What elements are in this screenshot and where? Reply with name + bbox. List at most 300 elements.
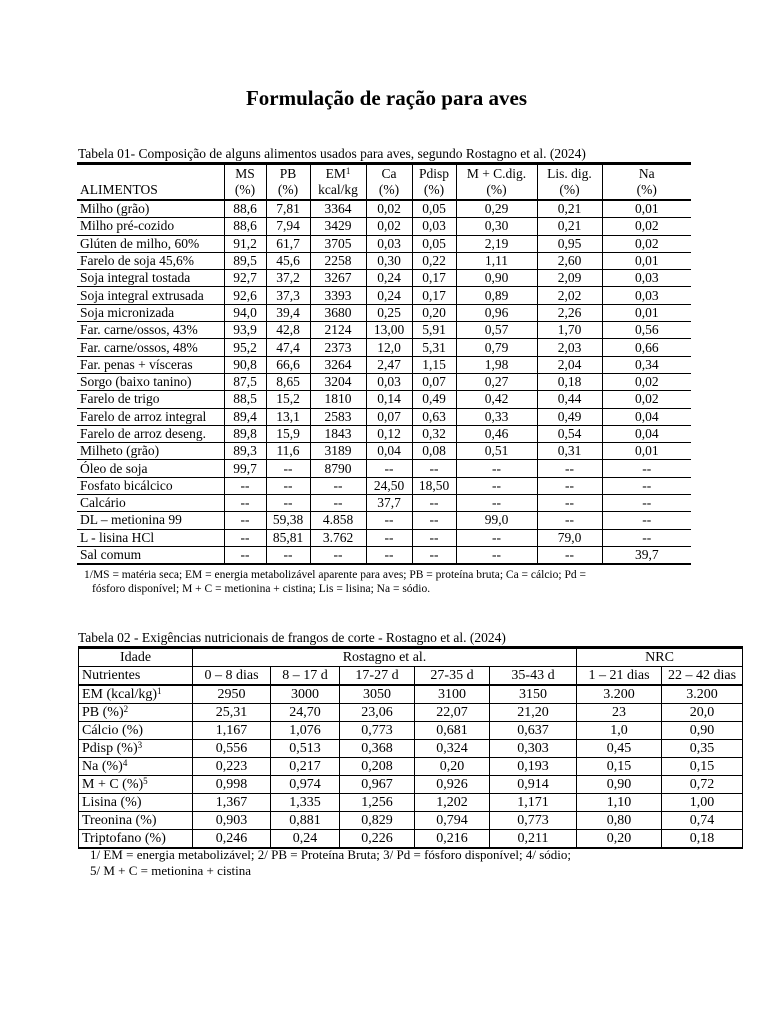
table1-cell: 0,95 xyxy=(537,235,602,252)
table1-cell: 39,4 xyxy=(266,304,310,321)
table1-food-name: Soja integral extrusada xyxy=(77,287,224,304)
table2-header-nutrientes: Nutrientes xyxy=(79,667,193,686)
table1-col-header xyxy=(412,164,456,201)
table2-cell: 1,076 xyxy=(271,722,340,740)
table2-cell: 0,18 xyxy=(662,830,743,849)
table1-cell: 7,81 xyxy=(266,200,310,218)
table1-cell: 1843 xyxy=(310,425,366,442)
table1-cell: -- xyxy=(456,546,537,564)
footnote-marker: 1 xyxy=(345,166,351,176)
table2-period-header: 8 – 17 d xyxy=(271,667,340,686)
table1-cell: 0,02 xyxy=(602,391,691,408)
table-row xyxy=(79,685,743,704)
table1-food-name: L - lisina HCl xyxy=(77,529,224,546)
table2-cell: 1,202 xyxy=(415,794,490,812)
table2-cell: 0,217 xyxy=(271,758,340,776)
table2-requirements xyxy=(78,646,743,849)
table1-cell: 0,05 xyxy=(412,200,456,218)
table1-footnote-line1: 1/MS = matéria seca; EM = energia metabolizável aparente para aves; PB = proteína bruta; Ca = cálcio; Pd = xyxy=(84,569,586,581)
table2-cell: 23,06 xyxy=(340,704,415,722)
table2-cell: 0,15 xyxy=(662,758,743,776)
table1-cell: 0,30 xyxy=(456,218,537,235)
table2-cell: 0,72 xyxy=(662,776,743,794)
table1-food-name: Sal comum xyxy=(77,546,224,564)
table1-cell: -- xyxy=(456,460,537,477)
table1-food-name: Milho (grão) xyxy=(77,200,224,218)
table1-cell: 0,14 xyxy=(366,391,412,408)
table2-nutrient-label: Cálcio (%) xyxy=(82,722,144,738)
table2-cell: 0,45 xyxy=(577,740,662,758)
table1-cell: -- xyxy=(412,512,456,529)
table1-cell: 85,81 xyxy=(266,529,310,546)
table1-col-header-line2: (%) xyxy=(378,182,400,197)
table1-cell: -- xyxy=(224,529,266,546)
table2-nutrient-name xyxy=(79,758,193,776)
table2-cell: 0,881 xyxy=(271,812,340,830)
table1-cell: 3705 xyxy=(310,235,366,252)
table-row xyxy=(79,704,743,722)
table1-food-name: Milheto (grão) xyxy=(77,443,224,460)
table1-cell: 3204 xyxy=(310,373,366,390)
table2-cell: 0,368 xyxy=(340,740,415,758)
table1-cell: -- xyxy=(456,495,537,512)
table1-cell: -- xyxy=(310,546,366,564)
table2-nutrient-label: Na (%) xyxy=(82,758,123,774)
table1-cell: 0,51 xyxy=(456,443,537,460)
table1-cell: 2583 xyxy=(310,408,366,425)
table1-col-header-line1: EM xyxy=(325,166,346,181)
table1-cell: 2,47 xyxy=(366,356,412,373)
table2-period-header: 35-43 d xyxy=(490,667,577,686)
table2-nutrient-label: Pdisp (%) xyxy=(82,740,138,756)
table1-cell: 0,07 xyxy=(412,373,456,390)
table1-cell: 0,22 xyxy=(412,252,456,269)
table1-cell: 47,4 xyxy=(266,339,310,356)
table1-cell: 0,02 xyxy=(602,373,691,390)
table1-food-name: Sorgo (baixo tanino) xyxy=(77,373,224,390)
table2-cell: 3150 xyxy=(490,685,577,704)
table-row xyxy=(77,443,691,460)
table1-cell: 0,05 xyxy=(412,235,456,252)
table1-food-name: Far. carne/ossos, 43% xyxy=(77,322,224,339)
table1-food-name: Soja integral tostada xyxy=(77,270,224,287)
table1-cell: 3364 xyxy=(310,200,366,218)
table1-col-header xyxy=(310,164,366,201)
table1-food-name: Milho pré-cozido xyxy=(77,218,224,235)
table1-cell: 0,49 xyxy=(412,391,456,408)
table-row xyxy=(77,218,691,235)
table1-cell: 89,3 xyxy=(224,443,266,460)
table2-header-nrc: NRC xyxy=(577,648,743,667)
table2-cell: 1,10 xyxy=(577,794,662,812)
table1-row-header: ALIMENTOS xyxy=(80,182,158,197)
table1-cell: 0,21 xyxy=(537,218,602,235)
table1-cell: -- xyxy=(412,495,456,512)
table1-cell: 37,7 xyxy=(366,495,412,512)
table-row xyxy=(77,235,691,252)
table-row xyxy=(79,812,743,830)
table1-col-header xyxy=(456,164,537,201)
table1-cell: 0,24 xyxy=(366,270,412,287)
table1-cell: 66,6 xyxy=(266,356,310,373)
table1-cell: -- xyxy=(224,512,266,529)
table2-nutrient-name xyxy=(79,776,193,794)
table1-cell: 0,66 xyxy=(602,339,691,356)
table1-col-header-line2: (%) xyxy=(234,182,256,197)
table1-food-name: Soja micronizada xyxy=(77,304,224,321)
table1-cell: 3680 xyxy=(310,304,366,321)
table1-cell: 94,0 xyxy=(224,304,266,321)
table2-nutrient-name xyxy=(79,704,193,722)
table-row xyxy=(77,322,691,339)
table2-cell: 0,24 xyxy=(271,830,340,849)
table2-cell: 0,967 xyxy=(340,776,415,794)
table-row xyxy=(77,373,691,390)
table1-cell: -- xyxy=(310,495,366,512)
table1-cell: 42,8 xyxy=(266,322,310,339)
table-row xyxy=(77,287,691,304)
table2-cell: 0,223 xyxy=(193,758,271,776)
table1-col-header-line1: Lis. dig. xyxy=(547,166,592,181)
table1-cell: 0,04 xyxy=(602,425,691,442)
table2-cell: 0,303 xyxy=(490,740,577,758)
table1-cell: 0,03 xyxy=(602,270,691,287)
table1-col-header xyxy=(266,164,310,201)
table2-group-header-row xyxy=(79,648,743,667)
table1-food-name: Calcário xyxy=(77,495,224,512)
table2-cell: 1,00 xyxy=(662,794,743,812)
table1-cell: 0,33 xyxy=(456,408,537,425)
table1-header-row xyxy=(77,164,691,201)
table2-caption: Tabela 02 - Exigências nutricionais de frangos de corte - Rostagno et al. (2024) xyxy=(78,630,506,645)
table2-cell: 0,208 xyxy=(340,758,415,776)
table2-period-header: 0 – 8 dias xyxy=(193,667,271,686)
footnote-marker: 4 xyxy=(122,757,128,768)
table1-cell: 3429 xyxy=(310,218,366,235)
table1-cell: 0,63 xyxy=(412,408,456,425)
table2-cell: 3.200 xyxy=(662,685,743,704)
table2-cell: 0,90 xyxy=(577,776,662,794)
table2-cell: 0,80 xyxy=(577,812,662,830)
table1-cell: 0,03 xyxy=(602,287,691,304)
table1-cell: 0,18 xyxy=(537,373,602,390)
table2-cell: 1,335 xyxy=(271,794,340,812)
table1-cell: 99,0 xyxy=(456,512,537,529)
table1-footnote xyxy=(84,568,684,596)
table1-cell: 8790 xyxy=(310,460,366,477)
table1-cell: 3264 xyxy=(310,356,366,373)
table1-cell: 0,01 xyxy=(602,304,691,321)
table1-cell: -- xyxy=(412,529,456,546)
table-row xyxy=(77,252,691,269)
table-row xyxy=(79,758,743,776)
table1-cell: 0,49 xyxy=(537,408,602,425)
table1-cell: 89,8 xyxy=(224,425,266,442)
table2-footnote xyxy=(90,847,730,879)
table2-footnote-line1: 1/ EM = energia metabolizável; 2/ PB = Proteína Bruta; 3/ Pd = fósforo disponível; 4/ sódio; xyxy=(90,847,572,862)
table1-col-header-line2: (%) xyxy=(277,182,299,197)
table2-cell: 0,324 xyxy=(415,740,490,758)
table1-cell: 2373 xyxy=(310,339,366,356)
table2-cell: 24,70 xyxy=(271,704,340,722)
table-row xyxy=(77,495,691,512)
table2-cell: 0,513 xyxy=(271,740,340,758)
table1-cell: 0,02 xyxy=(366,200,412,218)
table1-cell: 0,04 xyxy=(366,443,412,460)
table1-cell: -- xyxy=(456,477,537,494)
table-row xyxy=(79,776,743,794)
page-title: Formulação de ração para aves xyxy=(245,86,528,110)
table2-cell: 0,773 xyxy=(340,722,415,740)
table-row xyxy=(77,391,691,408)
table1-cell: 5,31 xyxy=(412,339,456,356)
table1-cell: 91,2 xyxy=(224,235,266,252)
table1-cell: 37,3 xyxy=(266,287,310,304)
table1-cell: -- xyxy=(366,460,412,477)
table1-cell: 1810 xyxy=(310,391,366,408)
table1-cell: 2,03 xyxy=(537,339,602,356)
table1-food-name: DL – metionina 99 xyxy=(77,512,224,529)
table1-cell: 0,27 xyxy=(456,373,537,390)
table1-cell: -- xyxy=(537,512,602,529)
footnote-marker: 1 xyxy=(157,685,162,696)
table1-col-header-line1: Ca xyxy=(381,166,397,181)
table1-cell: 0,42 xyxy=(456,391,537,408)
table1-cell: -- xyxy=(366,529,412,546)
table1-cell: 0,07 xyxy=(366,408,412,425)
table1-cell: 89,5 xyxy=(224,252,266,269)
table1-cell: -- xyxy=(602,512,691,529)
table1-food-name: Glúten de milho, 60% xyxy=(77,235,224,252)
table2-cell: 0,974 xyxy=(271,776,340,794)
table2-footnote-line2: 5/ M + C = metionina + cistina xyxy=(90,863,252,878)
table2-cell: 0,211 xyxy=(490,830,577,849)
table1-cell: 2,02 xyxy=(537,287,602,304)
table1-food-name: Óleo de soja xyxy=(77,460,224,477)
table2-cell: 0,903 xyxy=(193,812,271,830)
table2-nutrient-name xyxy=(79,812,193,830)
table-row xyxy=(77,546,691,564)
table1-cell: -- xyxy=(537,546,602,564)
table1-cell: 24,50 xyxy=(366,477,412,494)
table1-cell: 2,09 xyxy=(537,270,602,287)
table1-food-name: Farelo de soja 45,6% xyxy=(77,252,224,269)
table2-header-idade: Idade xyxy=(79,648,193,667)
table2-period-header: 17-27 d xyxy=(340,667,415,686)
table-row xyxy=(77,512,691,529)
table2-cell: 0,74 xyxy=(662,812,743,830)
table1-col-header-line2: (%) xyxy=(636,182,657,197)
table1-cell: 0,79 xyxy=(456,339,537,356)
table2-cell: 20,0 xyxy=(662,704,743,722)
table1-cell: 1,15 xyxy=(412,356,456,373)
footnote-marker: 5 xyxy=(143,775,148,786)
table-row xyxy=(77,339,691,356)
table2-cell: 3050 xyxy=(340,685,415,704)
table2-cell: 0,193 xyxy=(490,758,577,776)
table1-cell: 1,11 xyxy=(456,252,537,269)
table1-cell: 99,7 xyxy=(224,460,266,477)
table-row xyxy=(79,740,743,758)
table2-cell: 25,31 xyxy=(193,704,271,722)
table1-col-header-line2: (%) xyxy=(486,182,507,197)
table1-cell: 2,04 xyxy=(537,356,602,373)
table2-cell: 0,794 xyxy=(415,812,490,830)
table1-cell: 2124 xyxy=(310,322,366,339)
table2-nutrient-name xyxy=(79,740,193,758)
table2-cell: 0,226 xyxy=(340,830,415,849)
table1-cell: 0,03 xyxy=(366,373,412,390)
table2-cell: 2950 xyxy=(193,685,271,704)
table1-cell: 88,6 xyxy=(224,200,266,218)
table1-cell: 0,46 xyxy=(456,425,537,442)
table1-cell: 0,02 xyxy=(602,235,691,252)
table1-cell: 89,4 xyxy=(224,408,266,425)
table1-cell: 87,5 xyxy=(224,373,266,390)
table1-cell: -- xyxy=(224,546,266,564)
table1-cell: -- xyxy=(366,546,412,564)
table1-col-header-line1: Pdisp xyxy=(418,166,449,181)
table2-cell: 0,914 xyxy=(490,776,577,794)
table-row xyxy=(77,356,691,373)
table2-cell: 0,926 xyxy=(415,776,490,794)
table1-cell: -- xyxy=(266,477,310,494)
table-row xyxy=(77,408,691,425)
table2-cell: 0,216 xyxy=(415,830,490,849)
table1-food-name: Farelo de trigo xyxy=(77,391,224,408)
table-row xyxy=(79,830,743,849)
table1-cell: 0,21 xyxy=(537,200,602,218)
footnote-marker: 3 xyxy=(137,739,143,750)
table1-col-header-line1: MS xyxy=(235,166,255,181)
table-row xyxy=(77,270,691,287)
table1-cell: 0,01 xyxy=(602,200,691,218)
table1-cell: 0,03 xyxy=(412,218,456,235)
table2-cell: 0,15 xyxy=(577,758,662,776)
table1-cell: 39,7 xyxy=(602,546,691,564)
table2-nutrient-label: Lisina (%) xyxy=(82,794,142,810)
table1-cell: 0,24 xyxy=(366,287,412,304)
table1-cell: 79,0 xyxy=(537,529,602,546)
table1-cell: -- xyxy=(224,495,266,512)
table-row xyxy=(77,529,691,546)
table1-footnote-line2: fósforo disponível; M + C = metionina + cistina; Lis = lisina; Na = sódio. xyxy=(92,583,431,595)
table1-col-header-line2: (%) xyxy=(559,182,580,197)
table2-cell: 3100 xyxy=(415,685,490,704)
table2-cell: 0,246 xyxy=(193,830,271,849)
table1-cell: 3393 xyxy=(310,287,366,304)
table1-col-header-line2: (%) xyxy=(423,182,445,197)
table1-cell: 61,7 xyxy=(266,235,310,252)
table1-cell: 0,17 xyxy=(412,270,456,287)
table1-cell: -- xyxy=(412,546,456,564)
table1-cell: 0,12 xyxy=(366,425,412,442)
table1-cell: 15,9 xyxy=(266,425,310,442)
table1-cell: 0,03 xyxy=(366,235,412,252)
table2-cell: 0,829 xyxy=(340,812,415,830)
table1-cell: 0,08 xyxy=(412,443,456,460)
table-row xyxy=(79,722,743,740)
table1-cell: 59,38 xyxy=(266,512,310,529)
table1-cell: 90,8 xyxy=(224,356,266,373)
table1-cell: -- xyxy=(266,546,310,564)
table2-cell: 0,773 xyxy=(490,812,577,830)
table2-nutrient-name xyxy=(79,830,193,849)
table1-cell: 88,5 xyxy=(224,391,266,408)
table1-col-header xyxy=(602,164,691,201)
table1-cell: 0,34 xyxy=(602,356,691,373)
table1-cell: 4.858 xyxy=(310,512,366,529)
table1-cell: 5,91 xyxy=(412,322,456,339)
table1-composition xyxy=(77,162,691,565)
table1-cell: 3267 xyxy=(310,270,366,287)
table2-cell: 0,998 xyxy=(193,776,271,794)
table2-cell: 0,20 xyxy=(415,758,490,776)
table1-cell: 3.762 xyxy=(310,529,366,546)
table1-cell: -- xyxy=(537,495,602,512)
table2-nutrient-label: PB (%) xyxy=(82,704,124,720)
table1-cell: -- xyxy=(266,495,310,512)
table1-cell: 11,6 xyxy=(266,443,310,460)
table2-cell: 22,07 xyxy=(415,704,490,722)
table-row xyxy=(77,477,691,494)
table2-cell: 1,167 xyxy=(193,722,271,740)
table1-cell: 13,1 xyxy=(266,408,310,425)
table1-food-name: Farelo de arroz integral xyxy=(77,408,224,425)
table1-cell: 2,26 xyxy=(537,304,602,321)
table1-cell: 1,98 xyxy=(456,356,537,373)
table2-cell: 3.200 xyxy=(577,685,662,704)
table1-cell: 0,25 xyxy=(366,304,412,321)
table2-period-header-row xyxy=(79,667,743,686)
table1-cell: 45,6 xyxy=(266,252,310,269)
table2-nutrient-name xyxy=(79,794,193,812)
table1-cell: 95,2 xyxy=(224,339,266,356)
table1-cell: 18,50 xyxy=(412,477,456,494)
table2-nutrient-name xyxy=(79,685,193,704)
table1-cell: 2258 xyxy=(310,252,366,269)
table1-cell: 13,00 xyxy=(366,322,412,339)
table1-cell: 12,0 xyxy=(366,339,412,356)
table1-cell: 0,30 xyxy=(366,252,412,269)
table1-cell: 15,2 xyxy=(266,391,310,408)
table1-cell: 37,2 xyxy=(266,270,310,287)
table1-cell: -- xyxy=(366,512,412,529)
table2-cell: 0,637 xyxy=(490,722,577,740)
table1-cell: 92,7 xyxy=(224,270,266,287)
table2-cell: 0,556 xyxy=(193,740,271,758)
table1-cell: 0,44 xyxy=(537,391,602,408)
table2-cell: 3000 xyxy=(271,685,340,704)
table2-cell: 1,0 xyxy=(577,722,662,740)
table1-cell: 2,60 xyxy=(537,252,602,269)
table-row xyxy=(77,200,691,218)
table1-cell: 0,54 xyxy=(537,425,602,442)
table2-period-header: 1 – 21 dias xyxy=(577,667,662,686)
table1-col-header-line1: PB xyxy=(279,166,297,181)
table2-nutrient-label: EM (kcal/kg) xyxy=(82,686,158,702)
table1-cell: -- xyxy=(456,529,537,546)
table1-cell: 1,70 xyxy=(537,322,602,339)
table1-food-name: Far. carne/ossos, 48% xyxy=(77,339,224,356)
table1-food-name: Fosfato bicálcico xyxy=(77,477,224,494)
table1-cell: 0,29 xyxy=(456,200,537,218)
table1-cell: 93,9 xyxy=(224,322,266,339)
table1-cell: 0,20 xyxy=(412,304,456,321)
table1-food-name: Far. penas + vísceras xyxy=(77,356,224,373)
table1-cell: 0,17 xyxy=(412,287,456,304)
footnote-marker: 2 xyxy=(123,703,129,714)
